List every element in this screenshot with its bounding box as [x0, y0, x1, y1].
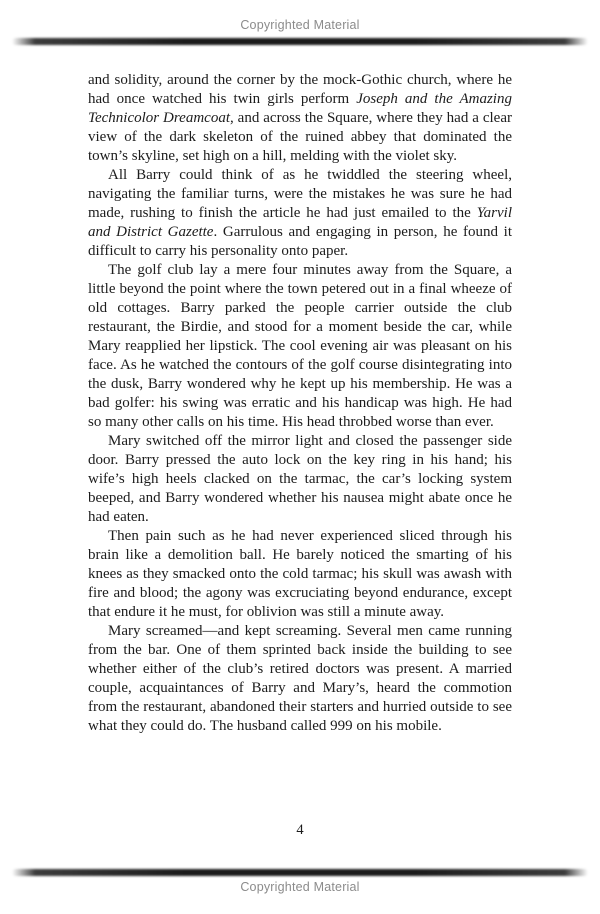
text-segment: Mary screamed—and kept screaming. Several men came running from the bar. One of them sprinted back inside the building to see whether either of the club’s retired doctors was present. A married couple, acquaintances of Barry and Mary’s, heard the commotion from the restaurant, abandoned their starters and hurried outside to see what they could do. The husband called 999 on his mobile. [88, 623, 512, 734]
paragraph [88, 527, 512, 622]
text-segment: . Garrulous and engaging in person, he found it difficult to carry his personality onto paper. [88, 224, 512, 259]
book-page-text [88, 71, 512, 736]
text-segment: All Barry could think of as he twiddled the steering wheel, navigating the familiar turns, were the mistakes he was sure he had made, rushing to finish the article he had just emailed to the [88, 167, 512, 221]
paragraph [88, 432, 512, 527]
text-segment: , and across the Square, where they had a clear view of the dark skeleton of the ruined abbey that dominated the town’s skyline, set high on a hill, melding with the violet sky. [88, 110, 512, 164]
paragraph [88, 261, 512, 432]
italic-text-segment: Yarvil and District Gazette [88, 205, 512, 240]
text-segment: The golf club lay a mere four minutes away from the Square, a little beyond the point where the town petered out in a final wheeze of old cottages. Barry parked the people carrier outside the club restaurant, the Birdie, and stood for a moment beside the car, while Mary reapplied her lipstick. The cool evening air was pleasant on his face. As he watched the contours of the golf course disintegrating into the dusk, Barry wondered why he kept up his membership. He was a bad golfer: his swing was erratic and his handicap was high. He had so many other calls on his time. His head throbbed worse than ever. [88, 262, 512, 430]
page-number: 4 [296, 822, 304, 838]
copyright-notice-bottom: Copyrighted Material [240, 880, 360, 894]
copyright-notice-top: Copyrighted Material [240, 18, 360, 32]
text-segment: Mary switched off the mirror light and closed the passenger side door. Barry pressed the auto lock on the key ring in his hand; his wife’s high heels clacked on the tarmac, the car’s locking system beeped, and Barry wondered whether his nausea might abate once he had eaten. [88, 433, 512, 525]
text-segment: Then pain such as he had never experienced sliced through his brain like a demolition ball. He barely noticed the smarting of his knees as they smacked onto the cold tarmac; his skull was awash with fire and blood; the agony was excruciating beyond endurance, except that endure it he must, for oblivion was still a minute away. [88, 528, 512, 620]
paragraph [88, 622, 512, 736]
italic-text-segment: Joseph and the Amazing Technicolor Dreamcoat [88, 91, 512, 126]
paragraph [88, 71, 512, 166]
page-edge-shadow-top [12, 38, 588, 45]
page-edge-shadow-bottom [12, 869, 588, 876]
paragraph [88, 166, 512, 261]
text-segment: and solidity, around the corner by the mock-Gothic church, where he had once watched his twin girls perform [88, 72, 512, 107]
